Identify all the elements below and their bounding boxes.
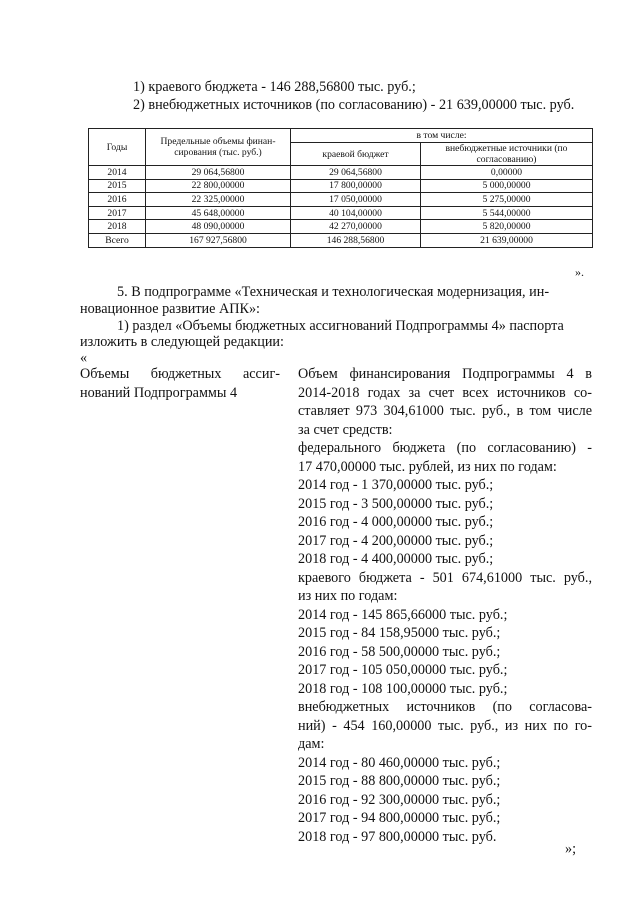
section5-line-1: 5. В подпрограмме «Техническая и технологическая модернизация, ин- [117, 284, 550, 300]
passport-value-line: 2014 год - 145 865,66000 тыс. руб.; [298, 606, 508, 623]
cell-extra: 21 639,00000 [421, 233, 593, 247]
table-row [89, 179, 593, 193]
passport-value-line: из них по годам: [298, 588, 398, 604]
cell-regional: 42 270,00000 [291, 220, 421, 234]
quote-close-1: ». [575, 265, 584, 279]
passport-value-line: 2016 год - 92 300,00000 тыс. руб.; [298, 791, 501, 808]
table-row [89, 193, 593, 207]
passport-value-line: 2015 год - 3 500,00000 тыс. руб.; [298, 495, 494, 512]
th-years: Годы [89, 129, 146, 166]
intro-line-2: 2) внебюджетных источников (по согласованию) - 21 639,00000 тыс. руб. [133, 97, 575, 113]
passport-value-line: 2018 год - 4 400,00000 тыс. руб.; [298, 551, 494, 567]
passport-value-line: 2014-2018 годах за счет всех источников со- [298, 384, 592, 401]
table-row [89, 166, 593, 180]
section5-line-3: 1) раздел «Объемы бюджетных ассигнований Подпрограммы 4» паспорта [117, 318, 564, 334]
cell-extra: 5 275,00000 [421, 193, 593, 207]
cell-year: 2017 [89, 206, 146, 220]
section5-line-2: новационное развитие АПК»: [80, 301, 260, 317]
passport-value-line: 17 470,00000 тыс. рублей, из них по годам: [298, 458, 557, 475]
cell-total: 29 064,56800 [146, 166, 291, 180]
passport-value-line: 2016 год - 4 000,00000 тыс. руб.; [298, 514, 494, 530]
passport-value-line: за счет средств: [298, 421, 393, 438]
passport-value-line: 2018 год - 108 100,00000 тыс. руб.; [298, 680, 508, 697]
intro-line-1: 1) краевого бюджета - 146 288,56800 тыс. руб.; [133, 79, 416, 95]
passport-value-line: федерального бюджета (по согласованию) - [298, 440, 592, 456]
passport-label [80, 365, 280, 402]
passport-value-line: Объем финансирования Подпрограммы 4 в [298, 366, 592, 382]
table-row [89, 233, 593, 247]
cell-extra: 5 000,00000 [421, 179, 593, 193]
passport-label-line-1: Объемы бюджетных ассиг- [80, 366, 280, 382]
passport-value-line: краевого бюджета - 501 674,61000 тыс. руб., [298, 569, 592, 586]
passport-value-line: 2017 год - 105 050,00000 тыс. руб.; [298, 662, 508, 678]
cell-year: 2018 [89, 220, 146, 234]
cell-total: 48 090,00000 [146, 220, 291, 234]
cell-extra: 5 544,00000 [421, 206, 593, 220]
passport-label-line-2: нований Подпрограммы 4 [80, 384, 238, 401]
th-regional: краевой бюджет [291, 143, 421, 166]
quote-close-2: »; [565, 841, 577, 857]
quote-open: « [80, 350, 88, 366]
cell-year: Всего [89, 233, 146, 247]
passport-value-line: дам: [298, 736, 325, 752]
passport-value-line: ний) - 454 160,00000 тыс. руб., из них по го- [298, 717, 592, 734]
passport-value-line: 2018 год - 97 800,00000 тыс. руб. [298, 828, 497, 845]
section5-line-4: изложить в следующей редакции: [80, 334, 284, 350]
cell-total: 22 325,00000 [146, 193, 291, 207]
passport-value-line: 2017 год - 94 800,00000 тыс. руб.; [298, 810, 501, 826]
table-row [89, 220, 593, 234]
financing-table [88, 128, 593, 248]
cell-year: 2014 [89, 166, 146, 180]
passport-value-line: 2014 год - 80 460,00000 тыс. руб.; [298, 754, 501, 771]
passport-value-line: 2015 год - 88 800,00000 тыс. руб.; [298, 773, 501, 789]
cell-extra: 0,00000 [421, 166, 593, 180]
cell-total: 167 927,56800 [146, 233, 291, 247]
passport-value-line: 2014 год - 1 370,00000 тыс. руб.; [298, 477, 494, 493]
passport-value-line: 2015 год - 84 158,95000 тыс. руб.; [298, 625, 501, 641]
cell-regional: 40 104,00000 [291, 206, 421, 220]
table-row [89, 206, 593, 220]
passport-value [298, 365, 592, 846]
cell-year: 2015 [89, 179, 146, 193]
cell-regional: 146 288,56800 [291, 233, 421, 247]
passport-value-line: внебюджетных источников (по согласова- [298, 699, 592, 715]
cell-total: 22 800,00000 [146, 179, 291, 193]
passport-value-line: 2016 год - 58 500,00000 тыс. руб.; [298, 643, 501, 660]
th-extra: внебюджетные источники (по согласованию) [421, 143, 593, 166]
th-total: Предельные объемы финан-сирования (тыс. руб.) [146, 129, 291, 166]
th-including: в том числе: [291, 129, 593, 143]
cell-total: 45 648,00000 [146, 206, 291, 220]
cell-regional: 29 064,56800 [291, 166, 421, 180]
passport-value-line: 2017 год - 4 200,00000 тыс. руб.; [298, 532, 494, 549]
passport-value-line: ставляет 973 304,61000 тыс. руб., в том числе [298, 403, 592, 419]
cell-year: 2016 [89, 193, 146, 207]
cell-regional: 17 050,00000 [291, 193, 421, 207]
cell-extra: 5 820,00000 [421, 220, 593, 234]
cell-regional: 17 800,00000 [291, 179, 421, 193]
